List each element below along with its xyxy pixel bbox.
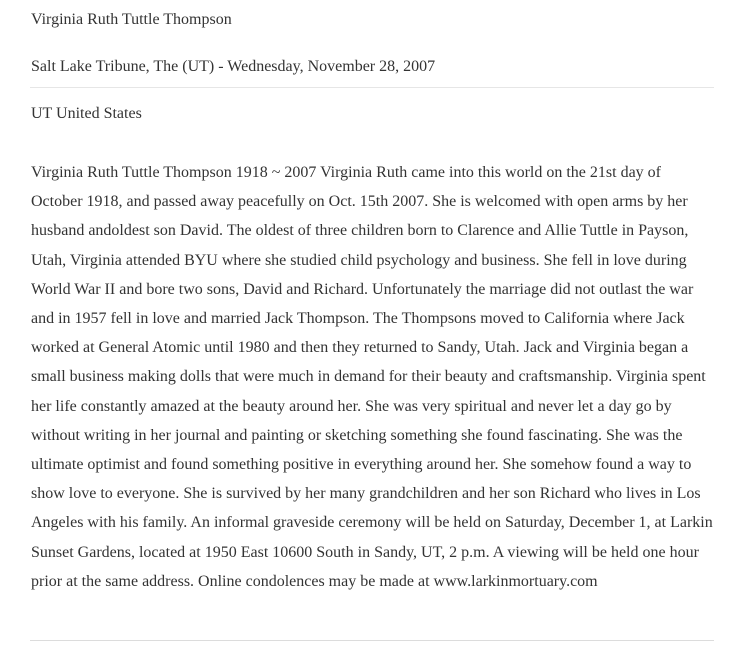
divider-bottom <box>30 640 714 641</box>
obituary-body: Virginia Ruth Tuttle Thompson 1918 ~ 2007 Virginia Ruth came into this world on the 21st day of October 1918, and passed away peacefully on Oct. 15th 2007. She is welcomed with open arms by her husband andoldest son David. The oldest of three children born to Clarence and Allie Tuttle in Payson, Utah, Virginia attended BYU where she studied child psychology and business. She fell in love during World War II and bore two sons, David and Richard. Unfortunately the marriage did not outlast the war and in 1957 fell in love and married Jack Thompson. The Thompsons moved to California where Jack worked at General Atomic until 1980 and then they returned to Sandy, Utah. Jack and Virginia began a small business making dolls that were much in demand for their beauty and craftsmanship. Virginia spent her life constantly amazed at the beauty around her. She was very spiritual and never let a day go by without writing in her journal and painting or sketching something she found fascinating. She was the ultimate optimist and found something positive in everything around her. She somehow found a way to show love to everyone. She is survived by her many grandchildren and her son Richard who lives in Los Angeles with his family. An informal graveside ceremony will be held on Saturday, December 1, at Larkin Sunset Gardens, located at 1950 East 10600 South in Sandy, UT, 2 p.m. A viewing will be held one hour prior at the same address. Online condolences may be made at www.larkinmortuary.com <box>31 164 713 590</box>
divider-top <box>30 87 714 88</box>
location-text: UT United States <box>31 105 142 122</box>
publication-source: Salt Lake Tribune, The (UT) - Wednesday, November 28, 2007 <box>31 58 436 75</box>
obituary-title: Virginia Ruth Tuttle Thompson <box>31 11 232 28</box>
